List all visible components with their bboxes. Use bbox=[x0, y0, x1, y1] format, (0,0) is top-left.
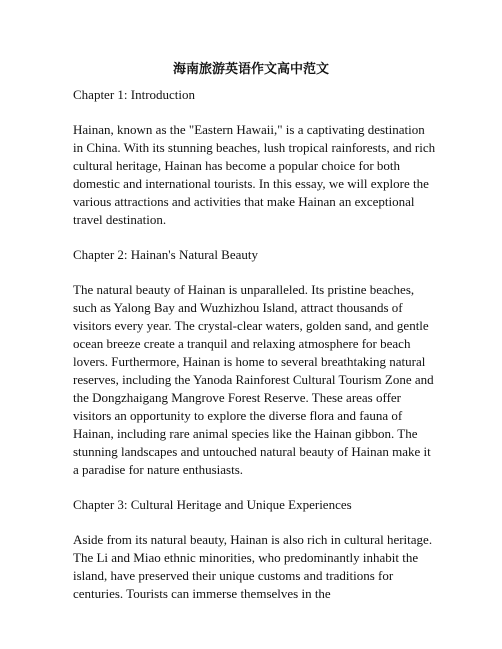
document-body bbox=[73, 86, 438, 620]
chapter-3 bbox=[73, 496, 438, 603]
chapter-2 bbox=[73, 246, 438, 479]
chapter-1 bbox=[73, 86, 438, 229]
chapter-heading: Chapter 1: Introduction bbox=[73, 87, 196, 102]
chapter-heading: Chapter 2: Hainan's Natural Beauty bbox=[73, 247, 259, 262]
page-title: 海南旅游英语作文高中范文 bbox=[172, 61, 329, 76]
chapter-paragraph: The natural beauty of Hainan is unparalleled. Its pristine beaches, such as Yalong Bay and Wuzhizhou Island, attract thousands of visitors every year. The crystal-clear waters, golden sand, and gentle ocean breeze create a tranquil and relaxing atmosphere for beach lovers. Furthermore, Hainan is home to several breathtaking natural reserves, including the Yanoda Rainforest Cultural Tourism Zone and the Dongzhaigang Mangrove Forest Reserve. These areas offer visitors an opportunity to explore the diverse flora and fauna of Hainan, including rare animal species like the Hainan gibbon. The stunning landscapes and untouched natural beauty of Hainan make it a paradise for nature enthusiasts. bbox=[73, 282, 434, 477]
chapter-paragraph: Hainan, known as the "Eastern Hawaii," is a captivating destination in China. With its stunning beaches, lush tropical rainforests, and rich cultural heritage, Hainan has become a popular choice for both domestic and international tourists. In this essay, we will explore the various attractions and activities that make Hainan an exceptional travel destination. bbox=[73, 122, 436, 227]
chapter-paragraph: Aside from its natural beauty, Hainan is also rich in cultural heritage. The Li and Miao ethnic minorities, who predominantly inhabit the island, have preserved their unique customs and traditions for centuries. Tourists can immerse themselves in the bbox=[73, 532, 433, 601]
chapter-heading: Chapter 3: Cultural Heritage and Unique Experiences bbox=[73, 497, 352, 512]
